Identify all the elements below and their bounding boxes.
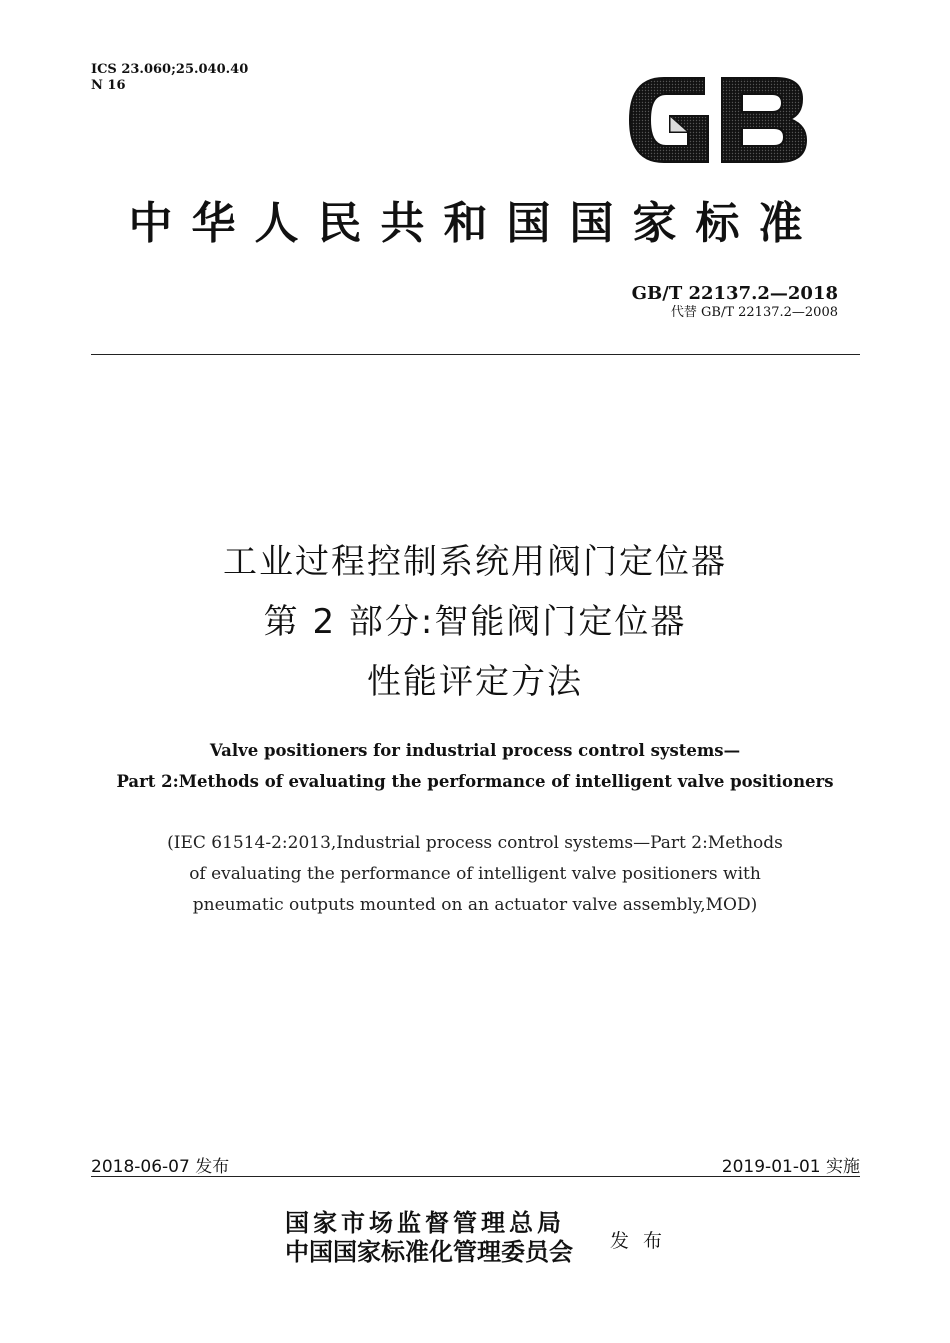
bottom-divider — [91, 1176, 860, 1177]
iec-reference-line-1: (IEC 61514-2:2013,Industrial process control systems—Part 2:Methods — [167, 833, 783, 853]
english-title-line-2: Part 2:Methods of evaluating the performance of intelligent valve positioners — [116, 772, 834, 791]
replaces-standard: 代替 GB/T 22137.2—2008 — [670, 305, 838, 320]
issuer-sac: 中国国家标准化管理委员会 — [285, 1237, 573, 1266]
iec-reference — [0, 828, 950, 921]
ics-code: ICS 23.060;25.040.40 — [91, 62, 249, 77]
publish-date: 2018-06-07 发布 — [91, 1157, 230, 1177]
iec-reference-line-3: pneumatic outputs mounted on an actuator valve assembly,MOD) — [192, 895, 758, 915]
national-standard-title: 中华人民共和国国家标准 — [128, 198, 822, 249]
english-title-line-1: Valve positioners for industrial process control systems— — [209, 741, 741, 760]
standard-number-block — [632, 283, 838, 321]
issuing-organizations — [285, 1208, 573, 1266]
standard-number: GB/T 22137.2—2018 — [631, 283, 838, 304]
english-title — [0, 735, 950, 797]
chinese-title-line-3: 性能评定方法 — [367, 662, 583, 702]
gb-logo-icon — [626, 74, 808, 166]
chinese-title — [0, 532, 950, 712]
issue-label: 发布 — [610, 1230, 677, 1252]
issuer-samr: 国家市场监督管理总局 — [285, 1208, 565, 1237]
chinese-title-line-1: 工业过程控制系统用阀门定位器 — [223, 542, 727, 582]
top-divider — [91, 354, 860, 355]
implementation-date: 2019-01-01 实施 — [721, 1157, 860, 1177]
ccs-code: N 16 — [91, 78, 126, 93]
chinese-title-line-2: 第 2 部分:智能阀门定位器 — [263, 602, 687, 642]
classification-codes — [91, 62, 248, 94]
iec-reference-line-2: of evaluating the performance of intelligent valve positioners with — [189, 864, 761, 884]
